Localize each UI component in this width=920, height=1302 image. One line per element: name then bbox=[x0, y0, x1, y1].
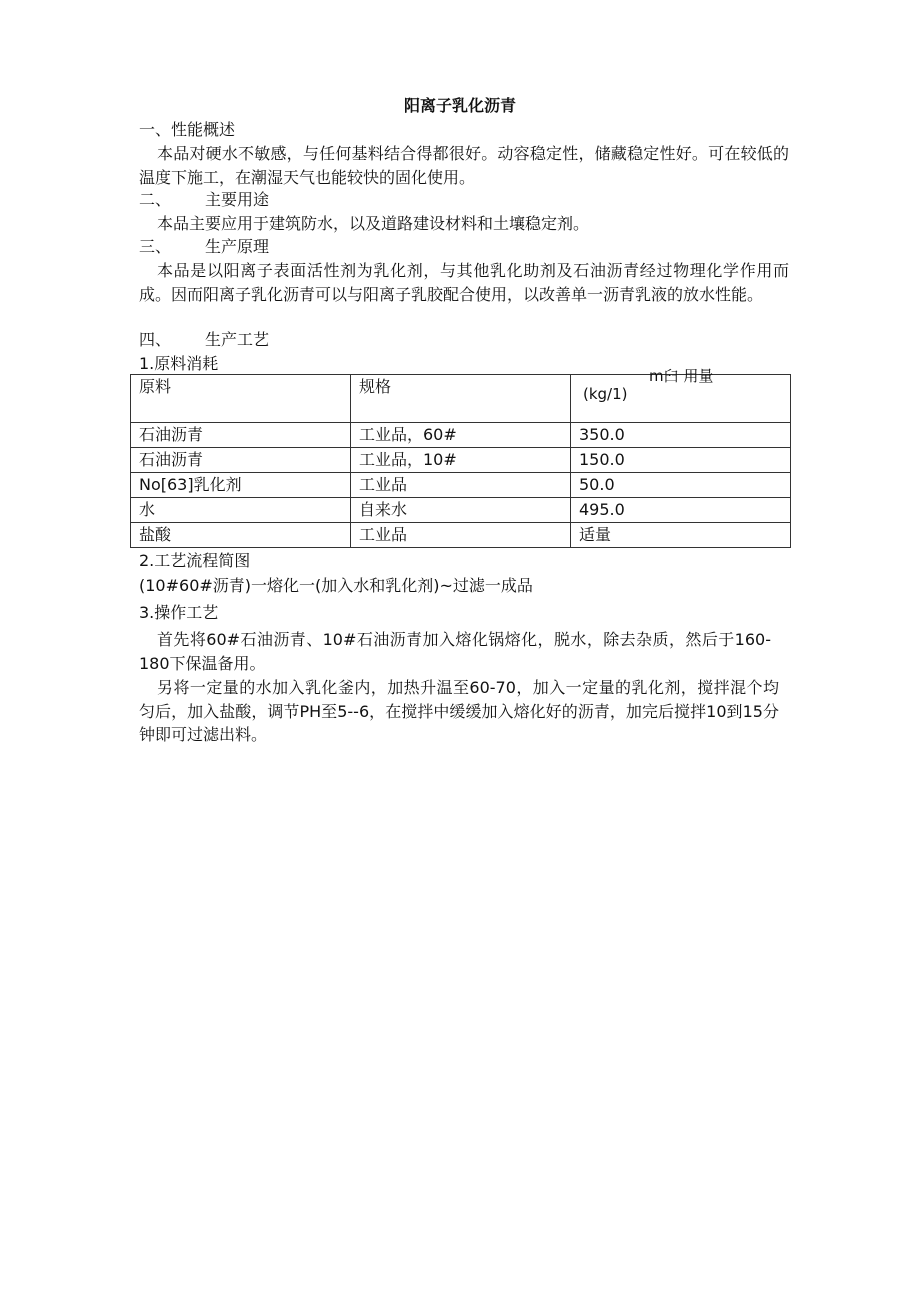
section-1-heading: 一、性能概述 bbox=[139, 120, 236, 139]
cell-material: No[63]乳化剂 bbox=[131, 473, 351, 498]
cell-material: 石油沥青 bbox=[131, 448, 351, 473]
section-1-text: 本品对硬水不敏感，与任何基料结合得都很好。动容稳定性，储藏稳定性好。可在较低的温度下施工，在潮湿天气也能较快的固化使用。 bbox=[139, 144, 789, 187]
cell-material: 盐酸 bbox=[131, 523, 351, 548]
table-header-row bbox=[131, 375, 791, 423]
table-row bbox=[131, 423, 791, 448]
cell-amount: 150.0 bbox=[571, 448, 791, 473]
subsection-process-flow: 2.工艺流程简图 bbox=[139, 551, 251, 570]
header-amount bbox=[571, 367, 791, 423]
cell-spec: 工业品 bbox=[351, 523, 571, 548]
subsection-operation: 3.操作工艺 bbox=[139, 603, 219, 622]
cell-spec: 工业品 bbox=[351, 473, 571, 498]
cell-amount: 350.0 bbox=[571, 423, 791, 448]
section-4-heading bbox=[139, 328, 269, 352]
header-amount-unit: (kg/1) bbox=[583, 385, 628, 403]
materials-table bbox=[130, 367, 791, 548]
section-4-title: 生产工艺 bbox=[205, 330, 270, 349]
section-2-number: 二、 bbox=[139, 190, 172, 209]
section-3-heading bbox=[139, 235, 269, 259]
table-row bbox=[131, 498, 791, 523]
header-material: 原料 bbox=[131, 375, 351, 423]
cell-spec: 工业品，10# bbox=[351, 448, 571, 473]
section-2-title: 主要用途 bbox=[205, 190, 270, 209]
cell-spec: 工业品，60# bbox=[351, 423, 571, 448]
cell-amount: 适量 bbox=[571, 523, 791, 548]
section-2-heading bbox=[139, 188, 269, 212]
operation-step-2: 另将一定量的水加入乳化釜内，加热升温至60-70，加入一定量的乳化剂，搅拌混个均匀后，加入盐酸，调节PH至5--6，在搅拌中缓缓加入熔化好的沥青，加完后搅拌10到15分钟即可过滤出料。 bbox=[139, 678, 779, 744]
table-row bbox=[131, 473, 791, 498]
section-3-number: 三、 bbox=[139, 237, 172, 256]
cell-material: 水 bbox=[131, 498, 351, 523]
section-4-number: 四、 bbox=[139, 330, 172, 349]
section-3-title: 生产原理 bbox=[205, 237, 270, 256]
document-title: 阳离子乳化沥青 bbox=[403, 96, 516, 115]
header-spec: 规格 bbox=[351, 375, 571, 423]
section-3-text: 本品是以阳离子表面活性剂为乳化剂，与其他乳化助剂及石油沥青经过物理化学作用而成。因而阳离子乳化沥青可以与阳离子乳胶配合使用，以改善单一沥青乳液的放水性能。 bbox=[139, 261, 789, 304]
header-amount-label: m臼 用量 bbox=[649, 367, 714, 385]
cell-spec: 自来水 bbox=[351, 498, 571, 523]
cell-material: 石油沥青 bbox=[131, 423, 351, 448]
table-row bbox=[131, 448, 791, 473]
cell-amount: 50.0 bbox=[571, 473, 791, 498]
cell-amount: 495.0 bbox=[571, 498, 791, 523]
process-flow-text: (10#60#沥青)一熔化一(加入水和乳化剂)~过滤一成品 bbox=[139, 576, 533, 595]
operation-step-1: 首先将60#石油沥青、10#石油沥青加入熔化锅熔化，脱水，除去杂质，然后于160-180下保温备用。 bbox=[139, 630, 771, 673]
table-row bbox=[131, 523, 791, 548]
section-2-text: 本品主要应用于建筑防水，以及道路建设材料和土壤稳定剂。 bbox=[157, 214, 590, 233]
subsection-raw-materials: 1.原料消耗 bbox=[139, 354, 219, 373]
